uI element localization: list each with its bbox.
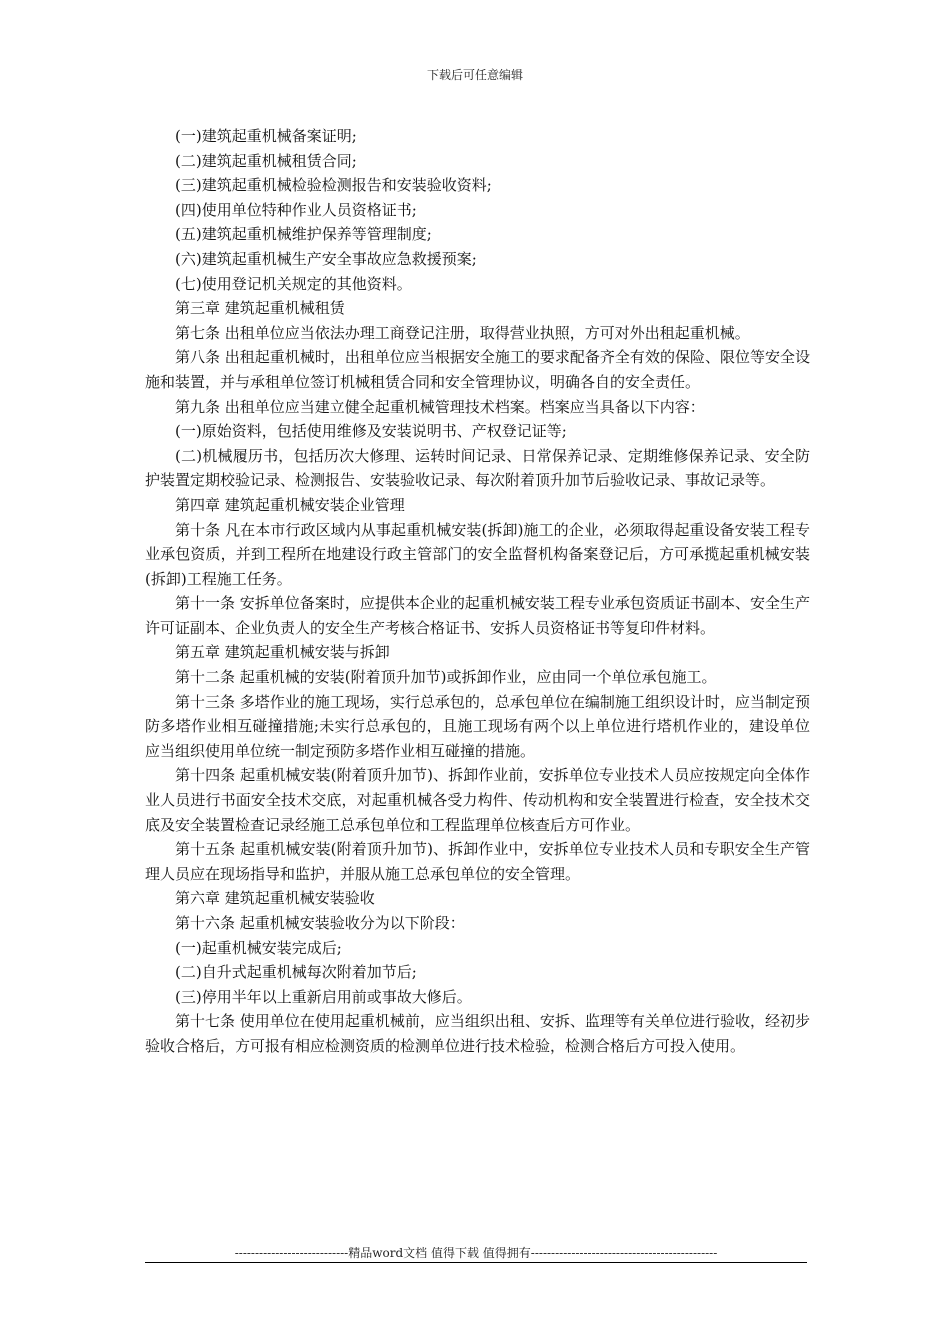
chapter-heading: 第四章 建筑起重机械安装企业管理 bbox=[175, 495, 405, 514]
article-paragraph: 第十一条 安拆单位备案时，应提供本企业的起重机械安装工程专业承包资质证书副本、安全生产许可证副本、企业负责人的安全生产考核合格证书、安拆人员资格证书等复印件材料。 bbox=[145, 594, 810, 637]
article-paragraph: 第十四条 起重机械安装(附着顶升加节)、拆卸作业前，安拆单位专业技术人员应按规定向全体作业人员进行书面安全技术交底，对起重机械各受力构件、传动机构和安全装置进行检查，安全技术交底及安全装置检查记录经施工总承包单位和工程监理单位核查后方可作业。 bbox=[145, 766, 810, 834]
footer-text: ----------------------------精品word文档 值得下载 值得拥有---------------------------------------------- bbox=[234, 1246, 718, 1260]
document-body bbox=[145, 124, 810, 1059]
article-paragraph: 第七条 出租单位应当依法办理工商登记注册，取得营业执照，方可对外出租起重机械。 bbox=[175, 323, 750, 342]
chapter-heading: 第三章 建筑起重机械租赁 bbox=[175, 299, 345, 318]
list-item: (二)建筑起重机械租赁合同; bbox=[175, 151, 357, 170]
article-paragraph: 第十七条 使用单位在使用起重机械前，应当组织出租、安拆、监理等有关单位进行验收，经初步验收合格后，方可报有相应检测资质的检测单位进行技术检验，检测合格后方可投入使用。 bbox=[145, 1012, 810, 1055]
page-footer bbox=[145, 1244, 807, 1261]
article-paragraph: 第十二条 起重机械的安装(附着顶升加节)或拆卸作业，应由同一个单位承包施工。 bbox=[175, 668, 717, 687]
page-header bbox=[0, 66, 950, 83]
article-paragraph: 第十三条 多塔作业的施工现场，实行总承包的，总承包单位在编制施工组织设计时，应当制定预防多塔作业相互碰撞措施;未实行总承包的，且施工现场有两个以上单位进行塔机作业的，建设单位应当组织使用单位统一制定预防多塔作业相互碰撞的措施。 bbox=[145, 692, 810, 760]
list-item: (一)起重机械安装完成后; bbox=[175, 938, 342, 957]
list-item: (一)建筑起重机械备案证明; bbox=[175, 127, 357, 145]
article-paragraph: 第十五条 起重机械安装(附着顶升加节)、拆卸作业中，安拆单位专业技术人员和专职安全生产管理人员应在现场指导和监护，并服从施工总承包单位的安全管理。 bbox=[145, 840, 810, 883]
article-paragraph: 第八条 出租起重机械时，出租单位应当根据安全施工的要求配备齐全有效的保险、限位等安全设施和装置，并与承租单位签订机械租赁合同和安全管理协议，明确各自的安全责任。 bbox=[145, 348, 810, 391]
list-item: (一)原始资料，包括使用维修及安装说明书、产权登记证等; bbox=[175, 422, 567, 441]
list-item: (三)停用半年以上重新启用前或事故大修后。 bbox=[175, 987, 472, 1006]
list-item: (二)机械履历书，包括历次大修理、运转时间记录、日常保养记录、定期维修保养记录、安全防护装置定期校验记录、检测报告、安装验收记录、每次附着顶升加节后验收记录、事故记录等。 bbox=[145, 446, 810, 490]
chapter-heading: 第五章 建筑起重机械安装与拆卸 bbox=[175, 643, 390, 662]
list-item: (三)建筑起重机械检验检测报告和安装验收资料; bbox=[175, 176, 492, 195]
header-text: 下载后可任意编辑 bbox=[426, 68, 523, 82]
list-item: (二)自升式起重机械每次附着加节后; bbox=[175, 963, 417, 982]
article-paragraph: 第十六条 起重机械安装验收分为以下阶段： bbox=[175, 914, 465, 932]
article-paragraph: 第十条 凡在本市行政区域内从事起重机械安装(拆卸)施工的企业，必须取得起重设备安装工程专业承包资质，并到工程所在地建设行政主管部门的安全监督机构备案登记后，方可承揽起重机械安装(拆卸)工程施工任务。 bbox=[145, 520, 810, 588]
list-item: (五)建筑起重机械维护保养等管理制度; bbox=[175, 225, 432, 244]
footer-divider bbox=[145, 1262, 807, 1263]
list-item: (七)使用登记机关规定的其他资料。 bbox=[175, 274, 412, 293]
list-item: (四)使用单位特种作业人员资格证书; bbox=[175, 200, 417, 219]
article-paragraph: 第九条 出租单位应当建立健全起重机械管理技术档案。档案应当具备以下内容： bbox=[175, 397, 705, 416]
chapter-heading: 第六章 建筑起重机械安装验收 bbox=[175, 889, 375, 908]
list-item: (六)建筑起重机械生产安全事故应急救援预案; bbox=[175, 249, 477, 268]
